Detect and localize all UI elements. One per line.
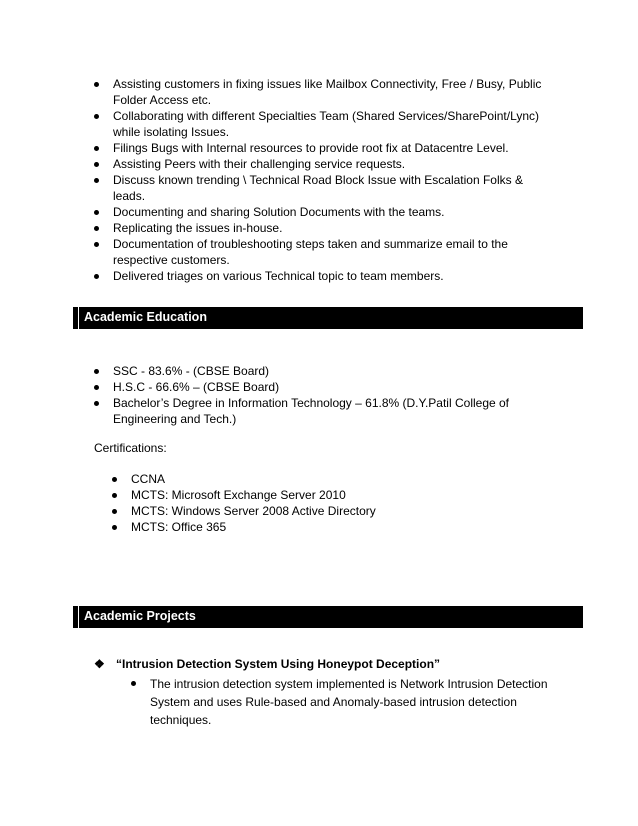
bullet-icon [94,178,99,183]
certifications-list [131,471,531,535]
bullet-icon [94,82,99,87]
list-item: H.S.C - 66.6% – (CBSE Board) [113,379,563,395]
bullet-icon [94,401,99,406]
project-details-list [150,675,570,729]
bullet-icon [112,477,117,482]
bullet-icon [112,493,117,498]
list-item: Filings Bugs with Internal resources to provide root fix at Datacentre Level. [113,140,558,156]
list-item: Assisting Peers with their challenging service requests. [113,156,558,172]
list-item: Replicating the issues in-house. [113,220,558,236]
list-item: Documentation of troubleshooting steps taken and summarize email to the respective customers. [113,236,558,268]
academic-projects-heading-bar [73,606,583,628]
academic-education-heading-bar [73,307,583,329]
bullet-icon [94,274,99,279]
certifications-label: Certifications: [94,441,167,455]
section-heading: Academic Education [84,310,207,324]
diamond-bullet-icon: ❖ [94,657,105,671]
list-item: MCTS: Office 365 [131,519,531,535]
responsibilities-list [113,76,558,284]
list-item: Collaborating with different Specialties Team (Shared Services/SharePoint/Lync) while isolating Issues. [113,108,558,140]
list-item: Documenting and sharing Solution Documents with the teams. [113,204,558,220]
list-item: MCTS: Microsoft Exchange Server 2010 [131,487,531,503]
project-title: ❖ “Intrusion Detection System Using Honeypot Deception” [94,657,441,671]
bullet-icon [131,681,136,686]
list-item: CCNA [131,471,531,487]
list-item: SSC - 83.6% - (CBSE Board) [113,363,563,379]
list-item: Assisting customers in fixing issues like Mailbox Connectivity, Free / Busy, Public Folder Access etc. [113,76,558,108]
list-item: Discuss known trending \ Technical Road Block Issue with Escalation Folks & leads. [113,172,558,204]
list-item: Delivered triages on various Technical topic to team members. [113,268,558,284]
bullet-icon [112,509,117,514]
bullet-icon [94,210,99,215]
bullet-icon [94,385,99,390]
bullet-icon [94,242,99,247]
education-list [113,363,563,427]
section-heading: Academic Projects [84,609,196,623]
bullet-icon [94,146,99,151]
list-item: MCTS: Windows Server 2008 Active Directory [131,503,531,519]
bullet-icon [94,226,99,231]
bullet-icon [112,525,117,530]
list-item: The intrusion detection system implemented is Network Intrusion Detection System and uses Rule-based and Anomaly-based intrusion detection techniques. [150,675,570,729]
bullet-icon [94,162,99,167]
bullet-icon [94,369,99,374]
list-item: Bachelor’s Degree in Information Technology – 61.8% (D.Y.Patil College of Engineering and Tech.) [113,395,563,427]
bullet-icon [94,114,99,119]
